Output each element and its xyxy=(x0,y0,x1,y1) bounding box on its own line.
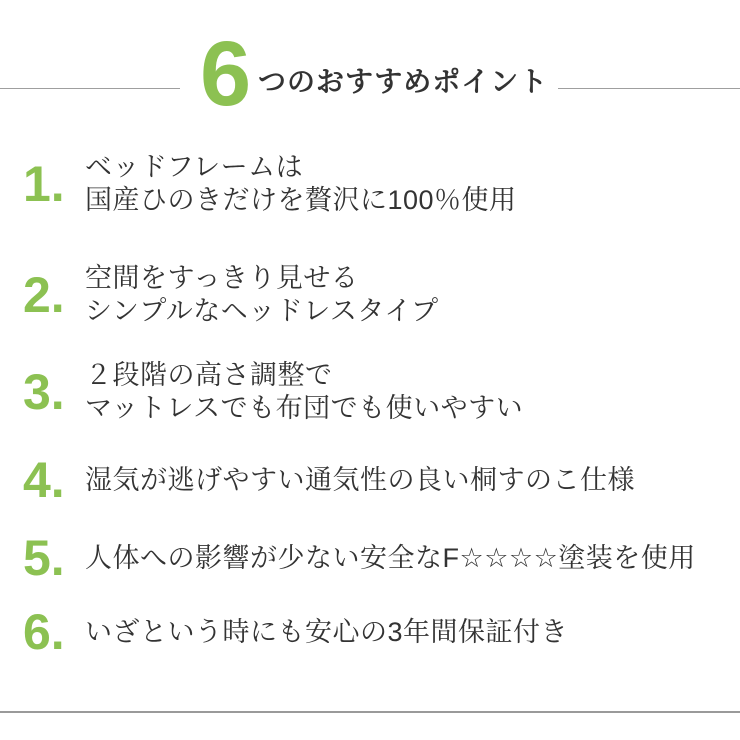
point-line: いざという時にも安心の3年間保証付き xyxy=(85,616,569,647)
point-text xyxy=(85,262,439,328)
point-number: 6. xyxy=(23,604,65,660)
point-number: 4. xyxy=(23,452,65,508)
point-item-3 xyxy=(23,359,723,425)
point-line: 人体への影響が少ない安全なF☆☆☆☆塗装を使用 xyxy=(85,542,696,573)
point-text xyxy=(85,542,696,575)
point-number: 5. xyxy=(23,530,65,586)
points-list xyxy=(23,151,723,660)
point-line: ベッドフレームは xyxy=(85,152,304,182)
point-line: ２段階の高さ調整で xyxy=(85,360,333,390)
header-big-number: 6 xyxy=(200,23,252,125)
bottom-divider xyxy=(0,711,740,713)
point-line: 国産ひのきだけを贅沢に100％使用 xyxy=(85,185,517,215)
point-text xyxy=(85,359,523,425)
section-header xyxy=(0,0,740,140)
header-rule-left xyxy=(0,88,180,89)
point-text xyxy=(85,464,635,497)
header-rule-right xyxy=(558,88,740,89)
point-line: マットレスでも布団でも使いやすい xyxy=(85,393,524,423)
point-number: 3. xyxy=(23,364,65,420)
point-number: 1. xyxy=(23,156,65,212)
point-item-2 xyxy=(23,262,723,328)
point-item-1 xyxy=(23,151,723,217)
point-line: 空間をすっきり見せる xyxy=(85,263,359,293)
point-text xyxy=(85,616,568,649)
section-title: つのおすすめポイント xyxy=(258,66,549,97)
point-item-6 xyxy=(23,604,723,660)
point-line: 湿気が逃げやすい通気性の良い桐すのこ仕様 xyxy=(85,464,635,495)
point-text xyxy=(85,151,517,217)
point-item-4 xyxy=(23,452,723,508)
point-number: 2. xyxy=(23,267,65,323)
point-item-5 xyxy=(23,530,723,586)
point-line: シンプルなヘッドレスタイプ xyxy=(85,296,439,326)
